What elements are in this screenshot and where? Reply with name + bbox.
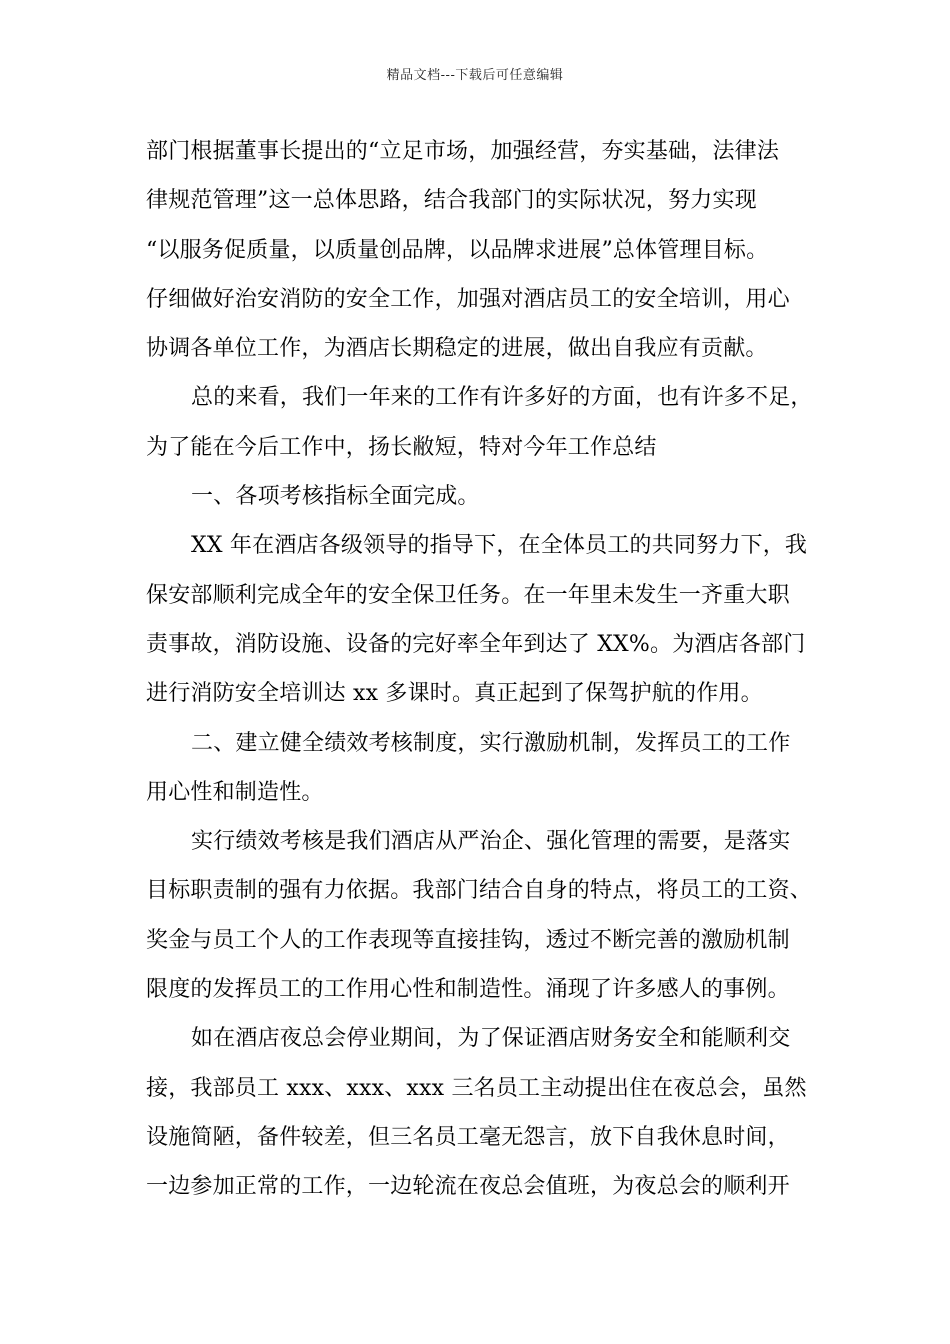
body-line: 一边参加正常的工作，一边轮流在夜总会值班，为夜总会的顺利开 [146,1174,790,1200]
document-body [146,132,826,1217]
body-line: 律规范管理”这一总体思路，结合我部门的实际状况，努力实现 [146,188,757,214]
body-line: 实行绩效考核是我们酒店从严治企、强化管理的需要，是落实 [191,829,791,855]
body-line: 仔细做好治安消防的安全工作，加强对酒店员工的安全培训，用心 [146,286,790,312]
body-line: 协调各单位工作，为酒店长期稳定的进展，做出自我应有贡献。 [146,336,768,362]
body-line: 目标职责制的强有力依据。我部门结合自身的特点，将员工的工资、 [146,878,813,904]
body-line: 责事故，消防设施、设备的完好率全年到达了 XX%。为酒店各部门 [146,631,806,657]
body-line: “以服务促质量，以质量创品牌，以品牌求进展”总体管理目标。 [146,237,769,263]
section-heading: 一、各项考核指标全面完成。 [191,484,480,510]
body-line: 奖金与员工个人的工作表现等直接挂钩，透过不断完善的激励机制 [146,927,790,953]
body-line: 限度的发挥员工的工作用心性和制造性。涌现了许多感人的事例。 [146,977,790,1003]
body-line: 接，我部员工 xxx、xxx、xxx 三名员工主动提出住在夜总会，虽然 [146,1075,807,1101]
body-line: XX 年在酒店各级领导的指导下，在全体员工的共同努力下，我 [191,533,808,559]
section-heading: 二、建立健全绩效考核制度，实行激励机制，发挥员工的工作 [191,730,791,756]
body-line: 部门根据董事长提出的“立足市场，加强经营，夯实基础，法律法 [146,139,780,164]
body-line: 总的来看，我们一年来的工作有许多好的方面，也有许多不足， [191,385,813,411]
body-line: 设施简陋，备件较差，但三名员工毫无怨言，放下自我休息时间， [146,1124,790,1150]
body-line: 保安部顺利完成全年的安全保卫任务。在一年里未发生一齐重大职 [146,582,790,608]
section-heading: 用心性和制造性。 [146,779,324,805]
body-line: 如在酒店夜总会停业期间，为了保证酒店财务安全和能顺利交 [191,1026,791,1052]
body-line: 进行消防安全培训达 xx 多课时。真正起到了保驾护航的作用。 [146,681,763,707]
body-line: 为了能在今后工作中，扬长敝短，特对今年工作总结 [146,434,657,460]
page-header: 精品文档---下载后可任意编辑 [386,68,564,83]
